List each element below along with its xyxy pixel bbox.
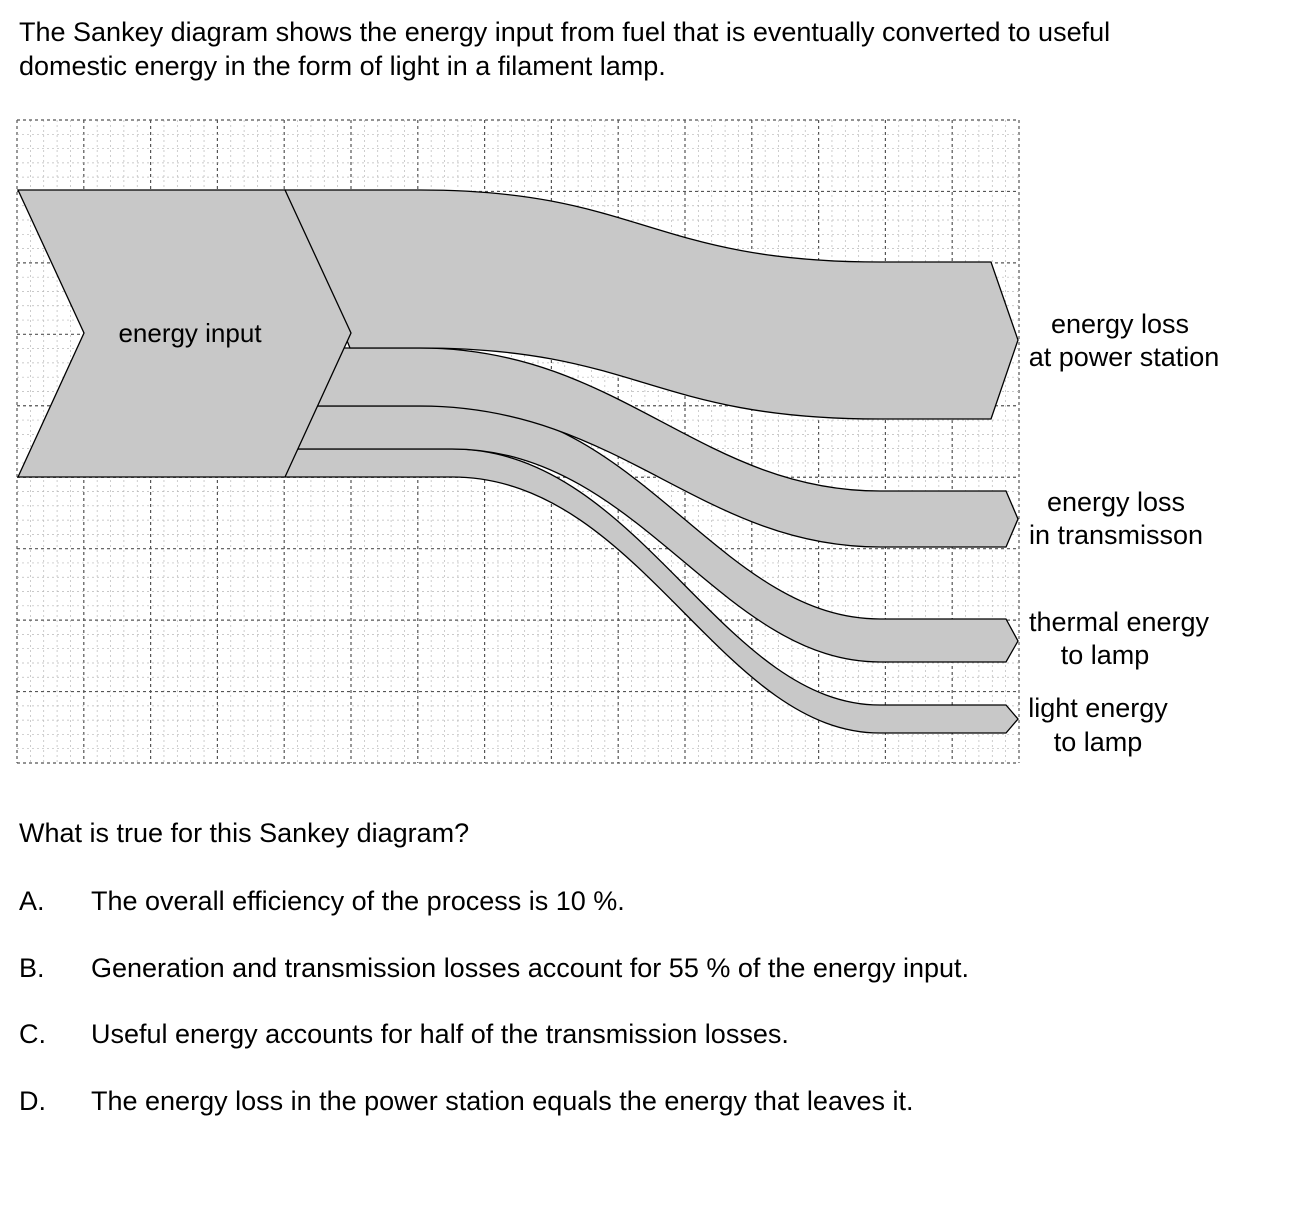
option-a-letter: A. bbox=[19, 886, 45, 916]
intro-text: The Sankey diagram shows the energy input from fuel that is eventually converted to useful domestic energy in the form of light in a filament lamp. bbox=[19, 17, 1111, 81]
thermal-energy-label-line-2: to lamp bbox=[1060, 640, 1150, 670]
transmission-loss-label-line-1: energy loss bbox=[1046, 487, 1186, 517]
light-energy-label-line-1: light energy bbox=[1028, 693, 1168, 723]
option-c-text: Useful energy accounts for half of the transmission losses. bbox=[91, 1019, 789, 1049]
option-a-text: The overall efficiency of the process is 10 %. bbox=[91, 886, 625, 916]
option-d-letter: D. bbox=[19, 1086, 46, 1116]
light-energy-label-line-2: to lamp bbox=[1053, 727, 1143, 757]
thermal-energy-label-line-1: thermal energy bbox=[1028, 607, 1210, 637]
power-station-loss-label-line-1: energy loss bbox=[1050, 309, 1190, 339]
power-station-loss-label-line-2: at power station bbox=[1028, 342, 1220, 372]
energy-input-label: energy input bbox=[118, 318, 262, 348]
question-text: What is true for this Sankey diagram? bbox=[19, 818, 470, 848]
option-c-letter: C. bbox=[19, 1019, 46, 1049]
sankey-bands bbox=[18, 190, 1018, 733]
option-d-text: The energy loss in the power station equals the energy that leaves it. bbox=[91, 1086, 914, 1116]
option-b-letter: B. bbox=[19, 953, 45, 983]
transmission-loss-label-line-2: in transmisson bbox=[1028, 520, 1204, 550]
option-b-text: Generation and transmission losses account for 55 % of the energy input. bbox=[91, 953, 970, 983]
